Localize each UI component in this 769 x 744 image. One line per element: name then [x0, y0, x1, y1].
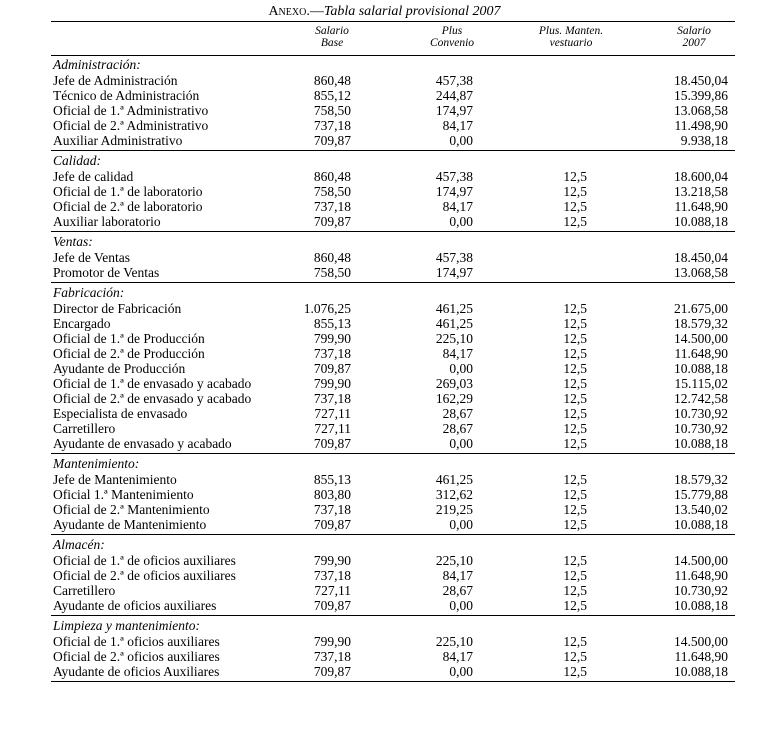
section-title: Administración:	[53, 57, 141, 72]
salario-base-cell: 1.076,25	[303, 301, 351, 316]
plus-convenio-cell: 84,17	[442, 199, 473, 214]
category-cell: Carretillero	[53, 421, 116, 436]
salario-base-cell: 758,50	[313, 184, 351, 199]
plus-manten-cell: 12,5	[563, 583, 587, 598]
plus-manten-cell: 12,5	[563, 361, 587, 376]
salario-base-cell: 709,87	[313, 214, 351, 229]
plus-manten-cell: 12,5	[563, 301, 587, 316]
plus-convenio-cell: 174,97	[435, 184, 473, 199]
section-5	[0, 535, 769, 616]
salario-base-cell: 799,90	[313, 634, 351, 649]
section-2	[0, 232, 769, 283]
salario-base-cell: 799,90	[313, 553, 351, 568]
table-row	[0, 472, 769, 487]
salario-base-cell: 758,50	[313, 265, 351, 280]
category-cell: Oficial de 2.ª Administrativo	[53, 118, 209, 133]
salario-2007-cell: 21.675,00	[674, 301, 728, 316]
salario-base-cell: 737,18	[313, 568, 351, 583]
salario-base-cell: 860,48	[313, 250, 351, 265]
salario-base-cell: 758,50	[313, 103, 351, 118]
salario-base-cell: 727,11	[314, 406, 351, 421]
table-row	[0, 553, 769, 568]
salario-base-cell: 803,80	[313, 487, 351, 502]
plus-convenio-cell: 0,00	[449, 361, 473, 376]
salario-base-cell: 860,48	[313, 169, 351, 184]
table-row	[0, 301, 769, 316]
salario-2007-cell: 14.500,00	[674, 553, 728, 568]
category-cell: Ayudante de Producción	[53, 361, 186, 376]
plus-convenio-cell: 28,67	[442, 421, 473, 436]
plus-convenio-cell: 84,17	[442, 346, 473, 361]
salario-base-cell: 709,87	[313, 361, 351, 376]
salario-2007-cell: 13.068,58	[674, 265, 728, 280]
plus-manten-cell: 12,5	[563, 331, 587, 346]
plus-manten-cell: 12,5	[563, 421, 587, 436]
salario-2007-cell: 10.088,18	[674, 664, 728, 679]
table-row	[0, 73, 769, 88]
salario-base-cell: 709,87	[313, 598, 351, 613]
plus-convenio-cell: 225,10	[435, 553, 473, 568]
section-4	[0, 454, 769, 535]
table-row	[0, 361, 769, 376]
category-cell: Director de Fabricación	[53, 301, 182, 316]
table-row	[0, 406, 769, 421]
plus-convenio-cell: 28,67	[442, 406, 473, 421]
salario-2007-cell: 11.648,90	[674, 649, 728, 664]
salario-2007-cell: 15.779,88	[674, 487, 728, 502]
salario-2007-cell: 15.399,86	[674, 88, 728, 103]
table-row	[0, 316, 769, 331]
plus-manten-cell: 12,5	[563, 487, 587, 502]
table-row	[0, 649, 769, 664]
table-row	[0, 250, 769, 265]
salario-base-cell: 709,87	[313, 664, 351, 679]
plus-manten-cell: 12,5	[563, 568, 587, 583]
salario-base-cell: 709,87	[313, 133, 351, 148]
plus-convenio-cell: 269,03	[435, 376, 473, 391]
section-title: Fabricación:	[53, 285, 125, 300]
category-cell: Oficial de 1.ª Administrativo	[53, 103, 209, 118]
plus-convenio-cell: 219,25	[435, 502, 473, 517]
table-row	[0, 346, 769, 361]
section-title: Calidad:	[53, 153, 102, 168]
salario-base-cell: 737,18	[313, 346, 351, 361]
table-row	[0, 199, 769, 214]
plus-convenio-cell: 28,67	[442, 583, 473, 598]
salario-2007-cell: 9.938,18	[680, 133, 728, 148]
plus-convenio-cell: 0,00	[449, 598, 473, 613]
column-header-plus-convenio: Plus Convenio	[429, 25, 475, 49]
plus-convenio-cell: 0,00	[449, 214, 473, 229]
table-row	[0, 88, 769, 103]
plus-manten-cell: 12,5	[563, 553, 587, 568]
category-cell: Ayudante de oficios Auxiliares	[53, 664, 220, 679]
salario-2007-cell: 18.579,32	[674, 472, 728, 487]
category-cell: Oficial de 1.ª oficios auxiliares	[53, 634, 220, 649]
category-cell: Auxiliar laboratorio	[53, 214, 161, 229]
salario-2007-cell: 13.540,02	[674, 502, 728, 517]
salario-base-cell: 855,13	[313, 316, 351, 331]
category-cell: Jefe de Mantenimiento	[53, 472, 177, 487]
table-row	[0, 103, 769, 118]
salario-base-cell: 860,48	[313, 73, 351, 88]
plus-convenio-cell: 0,00	[449, 517, 473, 532]
table-row	[0, 502, 769, 517]
salario-2007-cell: 11.648,90	[674, 346, 728, 361]
column-header-salario-base: Salario Base	[315, 25, 349, 49]
category-cell: Oficial de 1.ª de Producción	[53, 331, 205, 346]
category-cell: Jefe de Ventas	[53, 250, 130, 265]
section-title: Almacén:	[53, 537, 105, 552]
category-cell: Especialista de envasado	[53, 406, 188, 421]
table-row	[0, 487, 769, 502]
plus-manten-cell: 12,5	[563, 406, 587, 421]
salario-2007-cell: 11.648,90	[674, 199, 728, 214]
plus-manten-cell: 12,5	[563, 436, 587, 451]
salario-base-cell: 799,90	[313, 331, 351, 346]
plus-convenio-cell: 244,87	[435, 88, 473, 103]
plus-convenio-cell: 0,00	[449, 436, 473, 451]
plus-manten-cell: 12,5	[563, 184, 587, 199]
salario-2007-cell: 10.088,18	[674, 598, 728, 613]
category-cell: Oficial 1.ª Mantenimiento	[53, 487, 194, 502]
salario-2007-cell: 13.218,58	[674, 184, 728, 199]
plus-convenio-cell: 162,29	[435, 391, 473, 406]
salario-2007-cell: 14.500,00	[674, 331, 728, 346]
section-divider	[51, 681, 735, 682]
section-title: Ventas:	[53, 234, 93, 249]
salario-2007-cell: 13.068,58	[674, 103, 728, 118]
salario-2007-cell: 10.730,92	[674, 421, 728, 436]
plus-convenio-cell: 225,10	[435, 634, 473, 649]
column-header-plus-manten-vestuario: Plus. Manten. vestuario	[538, 25, 604, 49]
category-cell: Oficial de 2.ª de Producción	[53, 346, 205, 361]
category-cell: Oficial de 1.ª de oficios auxiliares	[53, 553, 236, 568]
table-row	[0, 421, 769, 436]
plus-manten-cell: 12,5	[563, 664, 587, 679]
section-title: Limpieza y mantenimiento:	[53, 618, 200, 633]
salario-base-cell: 799,90	[313, 376, 351, 391]
plus-manten-cell: 12,5	[563, 634, 587, 649]
plus-manten-cell: 12,5	[563, 199, 587, 214]
plus-convenio-cell: 84,17	[442, 568, 473, 583]
plus-manten-cell: 12,5	[563, 502, 587, 517]
plus-manten-cell: 12,5	[563, 649, 587, 664]
salario-2007-cell: 10.088,18	[674, 361, 728, 376]
plus-convenio-cell: 225,10	[435, 331, 473, 346]
table-title: Tabla salarial provisional 2007	[323, 4, 501, 19]
salario-base-cell: 737,18	[313, 199, 351, 214]
salario-2007-cell: 10.088,18	[674, 214, 728, 229]
plus-manten-cell: 12,5	[563, 214, 587, 229]
table-row	[0, 598, 769, 613]
salario-2007-cell: 18.579,32	[674, 316, 728, 331]
document-title	[0, 4, 769, 20]
plus-convenio-cell: 457,38	[435, 73, 473, 88]
salary-table	[0, 55, 769, 682]
section-0	[0, 55, 769, 151]
plus-convenio-cell: 0,00	[449, 133, 473, 148]
category-cell: Oficial de 2.ª oficios auxiliares	[53, 649, 220, 664]
category-cell: Jefe de calidad	[53, 169, 134, 184]
salario-2007-cell: 10.730,92	[674, 406, 728, 421]
salario-base-cell: 737,18	[313, 118, 351, 133]
table-row	[0, 214, 769, 229]
salario-2007-cell: 14.500,00	[674, 634, 728, 649]
category-cell: Oficial de 1.ª de envasado y acabado	[53, 376, 252, 391]
plus-manten-cell: 12,5	[563, 391, 587, 406]
plus-convenio-cell: 312,62	[435, 487, 473, 502]
table-row	[0, 265, 769, 280]
salario-base-cell: 709,87	[313, 517, 351, 532]
category-cell: Oficial de 2.ª Mantenimiento	[53, 502, 210, 517]
salario-2007-cell: 11.648,90	[674, 568, 728, 583]
category-cell: Oficial de 1.ª de laboratorio	[53, 184, 203, 199]
category-cell: Auxiliar Administrativo	[53, 133, 183, 148]
table-row	[0, 331, 769, 346]
category-cell: Ayudante de envasado y acabado	[53, 436, 232, 451]
salario-base-cell: 737,18	[313, 391, 351, 406]
salario-2007-cell: 12.742,58	[674, 391, 728, 406]
table-row	[0, 634, 769, 649]
plus-manten-cell: 12,5	[563, 169, 587, 184]
plus-manten-cell: 12,5	[563, 472, 587, 487]
plus-convenio-cell: 84,17	[442, 118, 473, 133]
plus-manten-cell: 12,5	[563, 346, 587, 361]
table-row	[0, 184, 769, 199]
table-row	[0, 169, 769, 184]
salario-2007-cell: 10.088,18	[674, 517, 728, 532]
salario-2007-cell: 18.450,04	[674, 73, 728, 88]
salario-2007-cell: 11.498,90	[674, 118, 728, 133]
plus-convenio-cell: 461,25	[435, 316, 473, 331]
plus-convenio-cell: 84,17	[442, 649, 473, 664]
plus-manten-cell: 12,5	[563, 376, 587, 391]
title-dash: —	[309, 4, 324, 19]
table-row	[0, 517, 769, 532]
category-cell: Oficial de 2.ª de laboratorio	[53, 199, 203, 214]
salario-2007-cell: 18.600,04	[674, 169, 728, 184]
table-row	[0, 583, 769, 598]
table-row	[0, 391, 769, 406]
salario-2007-cell: 18.450,04	[674, 250, 728, 265]
category-cell: Carretillero	[53, 583, 116, 598]
section-6	[0, 616, 769, 682]
plus-convenio-cell: 461,25	[435, 301, 473, 316]
section-1	[0, 151, 769, 232]
salario-base-cell: 737,18	[313, 649, 351, 664]
salario-base-cell: 737,18	[313, 502, 351, 517]
plus-convenio-cell: 457,38	[435, 250, 473, 265]
category-cell: Oficial de 2.ª de oficios auxiliares	[53, 568, 236, 583]
anexo-label: Anexo.	[268, 4, 310, 19]
salario-2007-cell: 10.730,92	[674, 583, 728, 598]
category-cell: Oficial de 2.ª de envasado y acabado	[53, 391, 252, 406]
salario-2007-cell: 10.088,18	[674, 436, 728, 451]
plus-convenio-cell: 174,97	[435, 103, 473, 118]
salario-base-cell: 709,87	[313, 436, 351, 451]
salario-base-cell: 727,11	[314, 421, 351, 436]
salario-base-cell: 855,13	[313, 472, 351, 487]
table-row	[0, 376, 769, 391]
category-cell: Técnico de Administración	[53, 88, 200, 103]
section-title: Mantenimiento:	[53, 456, 140, 471]
table-row	[0, 133, 769, 148]
category-cell: Encargado	[53, 316, 111, 331]
plus-convenio-cell: 461,25	[435, 472, 473, 487]
category-cell: Jefe de Administración	[53, 73, 178, 88]
header-top-rule	[51, 21, 735, 22]
section-3	[0, 283, 769, 454]
plus-convenio-cell: 457,38	[435, 169, 473, 184]
salario-base-cell: 727,11	[314, 583, 351, 598]
category-cell: Promotor de Ventas	[53, 265, 160, 280]
salario-base-cell: 855,12	[313, 88, 351, 103]
plus-manten-cell: 12,5	[563, 517, 587, 532]
table-row	[0, 436, 769, 451]
column-header-salario-2007: Salario 2007	[677, 25, 711, 49]
table-row	[0, 568, 769, 583]
plus-convenio-cell: 174,97	[435, 265, 473, 280]
plus-convenio-cell: 0,00	[449, 664, 473, 679]
salario-2007-cell: 15.115,02	[674, 376, 728, 391]
category-cell: Ayudante de Mantenimiento	[53, 517, 207, 532]
column-headers	[0, 25, 769, 53]
category-cell: Ayudante de oficios auxiliares	[53, 598, 217, 613]
table-row	[0, 118, 769, 133]
table-row	[0, 664, 769, 679]
plus-manten-cell: 12,5	[563, 316, 587, 331]
plus-manten-cell: 12,5	[563, 598, 587, 613]
